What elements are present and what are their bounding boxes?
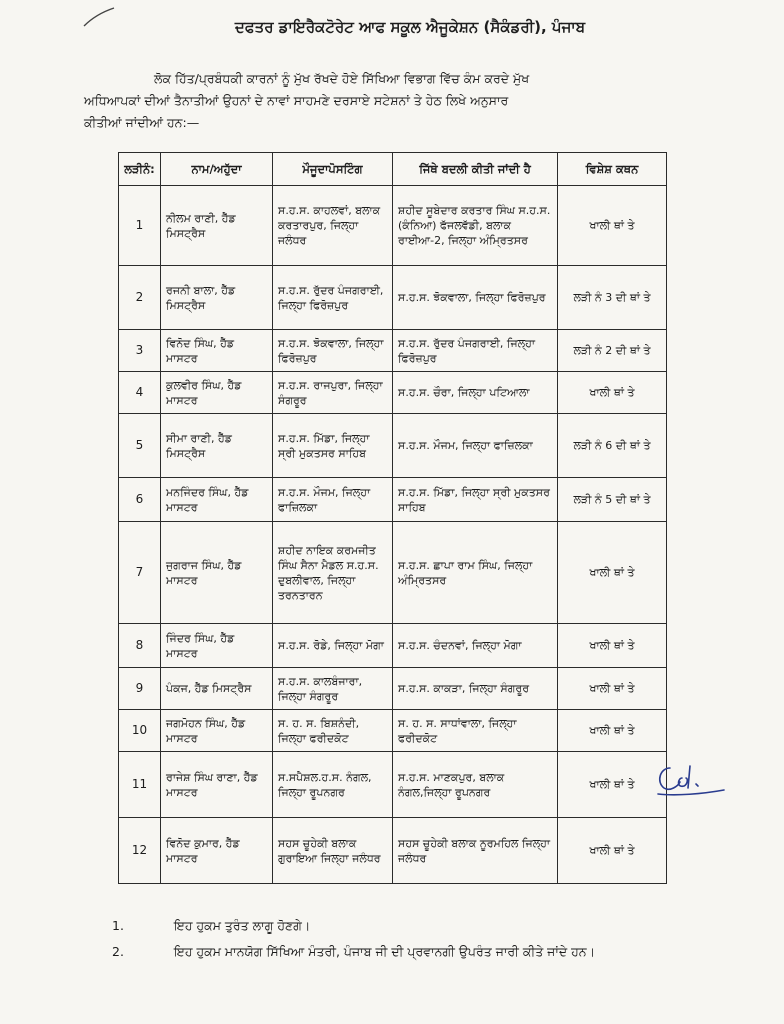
- cell-transfer: ਸ.ਹ.ਸ. ਚੰਦਨਵਾਂ, ਜਿਲ੍ਹਾ ਮੋਗਾ: [393, 624, 558, 668]
- cell-name: ਰਾਜੇਸ਼ ਸਿੰਘ ਰਾਣਾ, ਹੈੱਡ ਮਾਸਟਰ: [161, 752, 273, 818]
- table-row: [119, 266, 667, 330]
- header-name-designation: ਨਾਮ/ਅਹੁੱਦਾ: [161, 153, 273, 186]
- footnote-number: 2.: [112, 944, 124, 959]
- cell-remark: ਲੜੀ ਨੰ 5 ਦੀ ਥਾਂ ਤੇ: [558, 478, 667, 522]
- cell-transfer: ਸ.ਹ.ਸ. ਛਾਪਾ ਰਾਮ ਸਿੰਘ, ਜਿਲ੍ਹਾ ਅੰਮ੍ਰਿਤਸਰ: [393, 522, 558, 624]
- cell-name: ਪੰਕਜ, ਹੈੱਡ ਮਿਸਟ੍ਰੈਸ: [161, 668, 273, 710]
- header-current-posting: ਮੌਜੂਦਾਪੋਸਟਿੰਗ: [273, 153, 393, 186]
- cell-transfer: ਸ.ਹ.ਸ. ਮੌਜਮ, ਜਿਲ੍ਹਾ ਫਾਜ਼ਿਲਕਾ: [393, 414, 558, 478]
- table-row: [119, 752, 667, 818]
- cell-serial: 7: [119, 522, 161, 624]
- table-row: [119, 330, 667, 372]
- cell-current: ਸ.ਸਪੈਸ਼ਲ.ਹ.ਸ. ਨੰਗਲ, ਜਿਲ੍ਹਾ ਰੂਪਨਗਰ: [273, 752, 393, 818]
- intro-paragraph: [84, 68, 684, 134]
- cell-name: ਜਗਮੋਹਨ ਸਿੰਘ, ਹੈੱਡ ਮਾਸਟਰ: [161, 710, 273, 752]
- cell-name: ਨੀਲਮ ਰਾਣੀ, ਹੈੱਡ ਮਿਸਟ੍ਰੈਸ: [161, 186, 273, 266]
- footnote-item: [112, 916, 672, 936]
- header-remarks: ਵਿਸ਼ੇਸ਼ ਕਥਨ: [558, 153, 667, 186]
- cell-remark: ਲੜੀ ਨੰ 6 ਦੀ ਥਾਂ ਤੇ: [558, 414, 667, 478]
- cell-transfer: ਸ.ਹ.ਸ. ਚੌਰਾ, ਜਿਲ੍ਹਾ ਪਟਿਆਲਾ: [393, 372, 558, 414]
- footnotes: [112, 916, 672, 968]
- document-title: ਦਫਤਰ ਡਾਇਰੈਕਟੋਰੇਟ ਆਫ ਸਕੂਲ ਐਜੂਕੇਸ਼ਨ (ਸੈਕੰਡਰੀ), ਪੰਜਾਬ: [234, 18, 586, 36]
- cell-current: ਸ.ਹ.ਸ. ਮਿੱਡਾ, ਜਿਲ੍ਹਾ ਸ੍ਰੀ ਮੁਕਤਸਰ ਸਾਹਿਬ: [273, 414, 393, 478]
- table-row: [119, 522, 667, 624]
- cell-transfer: ਸ.ਹ.ਸ. ਰੁੱਦਰ ਪੰਜਗਰਾਈ, ਜਿਲ੍ਹਾ ਫਿਰੋਜ਼ਪੁਰ: [393, 330, 558, 372]
- cell-remark: ਖਾਲੀ ਥਾਂ ਤੇ: [558, 710, 667, 752]
- cell-current: ਸ.ਹ.ਸ. ਰੋਡੇ, ਜਿਲ੍ਹਾ ਮੋਗਾ: [273, 624, 393, 668]
- cell-transfer: ਸ.ਹ.ਸ. ਮਿੱਡਾ, ਜਿਲ੍ਹਾ ਸ੍ਰੀ ਮੁਕਤਸਰ ਸਾਹਿਬ: [393, 478, 558, 522]
- signature-icon: [652, 760, 732, 800]
- cell-name: ਜੁਗਰਾਜ ਸਿੰਘ, ਹੈੱਡ ਮਾਸਟਰ: [161, 522, 273, 624]
- footnote-text: ਇਹ ਹੁਕਮ ਤੁਰੰਤ ਲਾਗੂ ਹੋਣਗੇ।: [174, 918, 311, 933]
- cell-current: ਸ.ਹ.ਸ. ਝੋਕਵਾਲਾ, ਜਿਲ੍ਹਾ ਫਿਰੋਜ਼ਪੁਰ: [273, 330, 393, 372]
- cell-transfer: ਸ. ਹ. ਸ. ਸਾਧਾਂਵਾਲਾ, ਜਿਲ੍ਹਾ ਫਰੀਦਕੋਟ: [393, 710, 558, 752]
- cell-transfer: ਸ਼ਹੀਦ ਸੂਬੇਦਾਰ ਕਰਤਾਰ ਸਿੰਘ ਸ.ਹ.ਸ. (ਕੰਨਿਆ) ਫੱਜਲਵੱਡੀ, ਬਲਾਕ ਰਾਈਆ-2, ਜਿਲ੍ਹਾ ਅੰਮ੍ਰਿਤਸਰ: [393, 186, 558, 266]
- table-header-row: [119, 153, 667, 186]
- cell-serial: 1: [119, 186, 161, 266]
- cell-remark: ਲੜੀ ਨੰ 2 ਦੀ ਥਾਂ ਤੇ: [558, 330, 667, 372]
- cell-serial: 6: [119, 478, 161, 522]
- cell-transfer: ਸ.ਹ.ਸ. ਕਾਕੜਾ, ਜਿਲ੍ਹਾ ਸੰਗਰੂਰ: [393, 668, 558, 710]
- footnote-number: 1.: [112, 918, 124, 933]
- cell-transfer: ਸ.ਹ.ਸ. ਝੋਕਵਾਲਾ, ਜਿਲ੍ਹਾ ਫਿਰੋਜ਼ਪੁਰ: [393, 266, 558, 330]
- cell-current: ਸਹਸ ਚੂਹੇਕੀ ਬਲਾਕ ਗੁਰਾਇਆ ਜਿਲ੍ਹਾ ਜਲੰਧਰ: [273, 818, 393, 884]
- transfer-table: [118, 152, 667, 884]
- cell-current: ਸ.ਹ.ਸ. ਮੌਜਮ, ਜਿਲ੍ਹਾ ਫਾਜ਼ਿਲਕਾ: [273, 478, 393, 522]
- cell-current: ਸ਼ਹੀਦ ਨਾਇਕ ਕਰਮਜੀਤ ਸਿੰਘ ਸੈਨਾ ਮੈਡਲ ਸ.ਹ.ਸ. ਦੁਬਲੀਵਾਲ, ਜਿਲ੍ਹਾ ਤਰਨਤਾਰਨ: [273, 522, 393, 624]
- table-row: [119, 186, 667, 266]
- cell-serial: 4: [119, 372, 161, 414]
- cell-name: ਰਜਨੀ ਬਾਲਾ, ਹੈੱਡ ਮਿਸਟ੍ਰੈਸ: [161, 266, 273, 330]
- cell-remark: ਲੜੀ ਨੰ 3 ਦੀ ਥਾਂ ਤੇ: [558, 266, 667, 330]
- footnote-item: [112, 942, 672, 962]
- cell-current: ਸ.ਹ.ਸ. ਰੁੱਦਰ ਪੰਜਗਰਾਈ, ਜਿਲ੍ਹਾ ਫਿਰੋਜ਼ਪੁਰ: [273, 266, 393, 330]
- cell-current: ਸ.ਹ.ਸ. ਕਾਲਬੰਜਾਰਾ, ਜਿਲ੍ਹਾ ਸੰਗਰੂਰ: [273, 668, 393, 710]
- intro-line-1: ਲੋਕ ਹਿੱਤ/ਪ੍ਰਬੰਧਕੀ ਕਾਰਨਾਂ ਨੂੰ ਮੁੱਖ ਰੱਖਦੇ ਹੋਏ ਸਿੱਖਿਆ ਵਿਭਾਗ ਵਿੱਚ ਕੰਮ ਕਰਦੇ ਮੁੱਖ: [154, 71, 530, 86]
- intro-line-3: ਕੀਤੀਆਂ ਜਾਂਦੀਆਂ ਹਨ:—: [84, 115, 200, 130]
- cell-serial: 3: [119, 330, 161, 372]
- cell-name: ਸੀਮਾ ਰਾਣੀ, ਹੈੱਡ ਮਿਸਟ੍ਰੈਸ: [161, 414, 273, 478]
- cell-name: ਮਨਜਿੰਦਰ ਸਿੰਘ, ਹੈੱਡ ਮਾਸਟਰ: [161, 478, 273, 522]
- cell-transfer: ਸਹਸ ਚੂਹੇਕੀ ਬਲਾਕ ਨੂਰਮਹਿਲ ਜਿਲ੍ਹਾ ਜਲੰਧਰ: [393, 818, 558, 884]
- cell-name: ਵਿਨੋਦ ਸਿੰਘ, ਹੈੱਡ ਮਾਸਟਰ: [161, 330, 273, 372]
- cell-serial: 10: [119, 710, 161, 752]
- cell-serial: 2: [119, 266, 161, 330]
- header-serial: ਲੜੀਨੰ:: [119, 153, 161, 186]
- cell-remark: ਖਾਲੀ ਥਾਂ ਤੇ: [558, 668, 667, 710]
- cell-remark: ਖਾਲੀ ਥਾਂ ਤੇ: [558, 818, 667, 884]
- cell-remark: ਖਾਲੀ ਥਾਂ ਤੇ: [558, 624, 667, 668]
- cell-remark: ਖਾਲੀ ਥਾਂ ਤੇ: [558, 372, 667, 414]
- cell-transfer: ਸ.ਹ.ਸ. ਮਾਣਕਪੁਰ, ਬਲਾਕ ਨੰਗਲ,ਜਿਲ੍ਹਾ ਰੂਪਨਗਰ: [393, 752, 558, 818]
- cell-current: ਸ.ਹ.ਸ. ਰਾਜਪੁਰਾ, ਜਿਲ੍ਹਾ ਸੰਗਰੂਰ: [273, 372, 393, 414]
- pen-tick-mark: [82, 6, 116, 28]
- cell-name: ਕੁਲਵੀਰ ਸਿੰਘ, ਹੈੱਡ ਮਾਸਟਰ: [161, 372, 273, 414]
- table-row: [119, 372, 667, 414]
- table-row: [119, 414, 667, 478]
- footnote-text: ਇਹ ਹੁਕਮ ਮਾਨਯੋਗ ਸਿੱਖਿਆ ਮੰਤਰੀ, ਪੰਜਾਬ ਜੀ ਦੀ ਪ੍ਰਵਾਨਗੀ ਉਪਰੰਤ ਜਾਰੀ ਕੀਤੇ ਜਾਂਦੇ ਹਨ।: [174, 944, 596, 959]
- cell-serial: 5: [119, 414, 161, 478]
- cell-remark: ਖਾਲੀ ਥਾਂ ਤੇ: [558, 752, 667, 818]
- cell-serial: 9: [119, 668, 161, 710]
- cell-remark: ਖਾਲੀ ਥਾਂ ਤੇ: [558, 186, 667, 266]
- table-row: [119, 478, 667, 522]
- cell-name: ਵਿਨੋਦ ਕੁਮਾਰ, ਹੈੱਡ ਮਾਸਟਰ: [161, 818, 273, 884]
- header-transfer-station: ਜਿੱਥੇ ਬਦਲੀ ਕੀਤੀ ਜਾਂਦੀ ਹੈ: [393, 153, 558, 186]
- cell-serial: 8: [119, 624, 161, 668]
- cell-serial: 11: [119, 752, 161, 818]
- intro-line-2: ਅਧਿਆਪਕਾਂ ਦੀਆਂ ਤੈਨਾਤੀਆਂ ਉਹਨਾਂ ਦੇ ਨਾਵਾਂ ਸਾਹਮਣੇ ਦਰਸਾਏ ਸਟੇਸ਼ਨਾਂ ਤੇ ਹੇਠ ਲਿਖੇ ਅਨੁਸਾਰ: [84, 93, 509, 108]
- cell-current: ਸ. ਹ. ਸ. ਬਿਸ਼ਨੰਦੀ, ਜਿਲ੍ਹਾ ਫਰੀਦਕੋਟ: [273, 710, 393, 752]
- table-row: [119, 668, 667, 710]
- handwritten-initials: [652, 760, 732, 800]
- cell-remark: ਖਾਲੀ ਥਾਂ ਤੇ: [558, 522, 667, 624]
- cell-serial: 12: [119, 818, 161, 884]
- table-row: [119, 710, 667, 752]
- table-row: [119, 624, 667, 668]
- table-row: [119, 818, 667, 884]
- cell-current: ਸ.ਹ.ਸ. ਕਾਹਲਵਾਂ, ਬਲਾਕ ਕਰਤਾਰਪੁਰ, ਜਿਲ੍ਹਾ ਜਲੰਧਰ: [273, 186, 393, 266]
- cell-name: ਜਿੰਦਰ ਸਿੰਘ, ਹੈੱਡ ਮਾਸਟਰ: [161, 624, 273, 668]
